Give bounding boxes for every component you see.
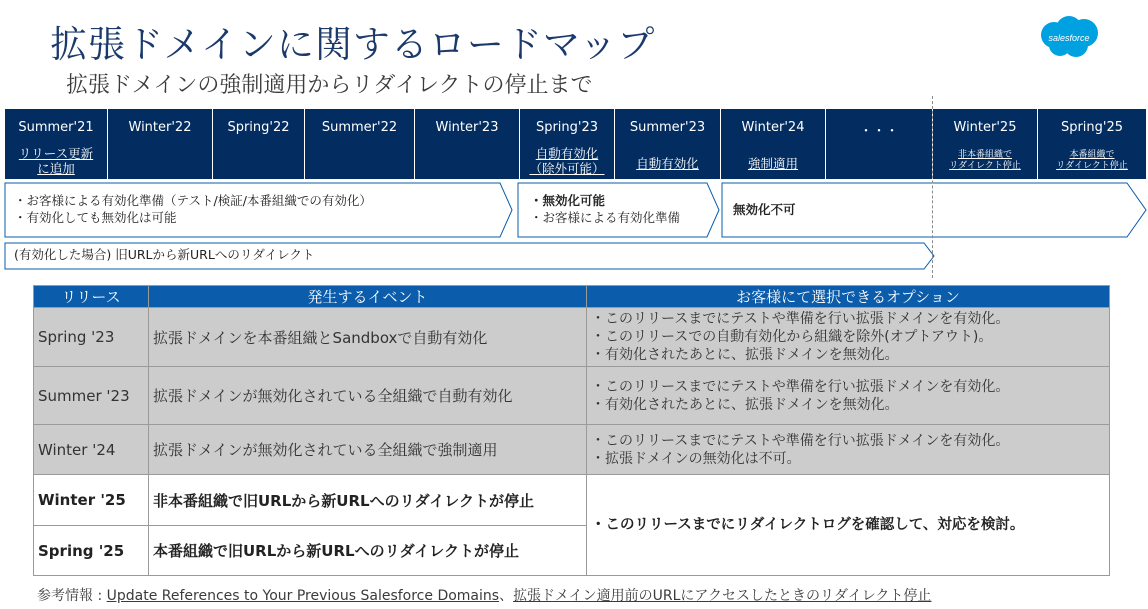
timeline-cell-summer23 [615, 109, 721, 179]
cutoff-dashed-line [932, 96, 933, 278]
timeline-cell-spring23 [520, 109, 615, 179]
timeline-cell-spring22 [213, 109, 305, 179]
arrow-2-line-2: ・お客様による有効化準備 [530, 210, 681, 225]
cell-options [587, 308, 1110, 367]
table-row [34, 425, 1110, 475]
option-line: ・拡張ドメインの無効化は不可。 [591, 450, 801, 467]
timeline-release: Spring'25 [1060, 120, 1124, 135]
option-line: ・有効化されたあとに、拡張ドメインを無効化。 [591, 396, 899, 413]
cell-event: 非本番組織で旧URLから新URLへのリダイレクトが停止 [149, 475, 587, 526]
option-line: ・このリリースでの自動有効化から組織を除外(オプトアウト)。 [591, 329, 993, 345]
timeline-release: Summer'23 [629, 120, 706, 135]
page-title: 拡張ドメインに関するロードマップ [50, 23, 656, 66]
option-line: ・このリリースまでにリダイレクトログを確認して、対応を検討。 [591, 517, 1025, 533]
page-subtitle: 拡張ドメインの強制適用からリダイレクトの停止まで [66, 73, 593, 98]
cell-event: 拡張ドメインが無効化されている全組織で強制適用 [149, 425, 587, 475]
timeline-header [5, 109, 1146, 179]
reference-link-1[interactable]: Update References to Your Previous Salesforce Domains [106, 588, 500, 604]
timeline-release: Winter'24 [741, 120, 805, 135]
timeline-release: Summer'21 [18, 120, 94, 135]
timeline-cell-summer22 [305, 109, 415, 179]
cell-event: 拡張ドメインが無効化されている全組織で自動有効化 [149, 367, 587, 425]
table-row [34, 367, 1110, 425]
col-header-event: 発生するイベント [149, 286, 587, 308]
cell-release: Winter '24 [34, 425, 149, 475]
timeline-release: Winter'22 [128, 120, 192, 135]
timeline-cell-ellipsis [826, 109, 933, 179]
cell-event: 拡張ドメインを本番組織とSandboxで自動有効化 [149, 308, 587, 367]
reference-separator: 、 [499, 588, 514, 604]
option-line: ・このリリースまでにテストや準備を行い拡張ドメインを有効化。 [591, 378, 1010, 395]
timeline-milestone: 自動有効化 [636, 156, 699, 171]
cell-options [587, 425, 1110, 475]
table-row [34, 308, 1110, 367]
reference-line [37, 585, 931, 605]
arrow-redirect-text: (有効化した場合) 旧URLから新URLへのリダイレクト [14, 247, 315, 262]
table-header-row [34, 286, 1110, 308]
cell-options-merged [587, 475, 1110, 576]
salesforce-logo [1036, 15, 1102, 59]
timeline-milestone: 非本番組織で リダイレクト停止 [949, 150, 1021, 171]
cell-release: Winter '25 [34, 475, 149, 526]
timeline-release: Spring'22 [227, 120, 290, 135]
events-table [33, 285, 1110, 576]
option-line: ・有効化されたあとに、拡張ドメインを無効化。 [591, 347, 899, 363]
option-line: ・このリリースまでにテストや準備を行い拡張ドメインを有効化。 [591, 432, 1010, 449]
cell-release: Spring '23 [34, 308, 149, 367]
cell-event: 本番組織で旧URLから新URLへのリダイレクトが停止 [149, 526, 587, 576]
arrow-3-text: 無効化不可 [733, 202, 796, 217]
timeline-release: Winter'25 [953, 120, 1017, 135]
timeline-milestone: リリース更新 に追加 [18, 146, 94, 176]
arrow-2-line-1: ・無効化可能 [530, 193, 606, 208]
timeline-milestone: 本番組織で リダイレクト停止 [1056, 150, 1128, 171]
timeline-release: Winter'23 [435, 120, 499, 135]
arrow-1-line-2: ・有効化しても無効化は可能 [14, 210, 177, 225]
col-header-release: リリース [34, 286, 149, 308]
reference-link-2[interactable]: 拡張ドメイン適用前のURLにアクセスしたときのリダイレクト停止 [513, 588, 932, 604]
timeline-cell-winter22 [108, 109, 213, 179]
timeline-cell-winter23 [415, 109, 520, 179]
cell-options [587, 367, 1110, 425]
timeline-cell-winter24 [721, 109, 826, 179]
timeline-release: Summer'22 [321, 120, 398, 135]
col-header-options: お客様にて選択できるオプション [587, 286, 1110, 308]
cell-release: Spring '25 [34, 526, 149, 576]
timeline-cell-summer21 [5, 109, 108, 179]
reference-label: 参考情報 : [37, 588, 107, 604]
timeline-cell-spring25 [1038, 109, 1146, 179]
table-row [34, 475, 1110, 526]
timeline-release: Spring'23 [535, 120, 599, 135]
timeline-milestone: 強制適用 [747, 156, 798, 171]
option-line: ・このリリースまでにテストや準備を行い拡張ドメインを有効化。 [591, 311, 1010, 327]
cell-release: Summer '23 [34, 367, 149, 425]
arrow-1-line-1: ・お客様による有効化準備（テスト/検証/本番組織での有効化） [14, 193, 372, 208]
timeline-cell-winter25 [933, 109, 1038, 179]
timeline-milestone: 自動有効化 （除外可能） [529, 146, 605, 176]
logo-text: salesforce [1048, 33, 1090, 43]
timeline-ellipsis: ・・・ [859, 124, 899, 139]
